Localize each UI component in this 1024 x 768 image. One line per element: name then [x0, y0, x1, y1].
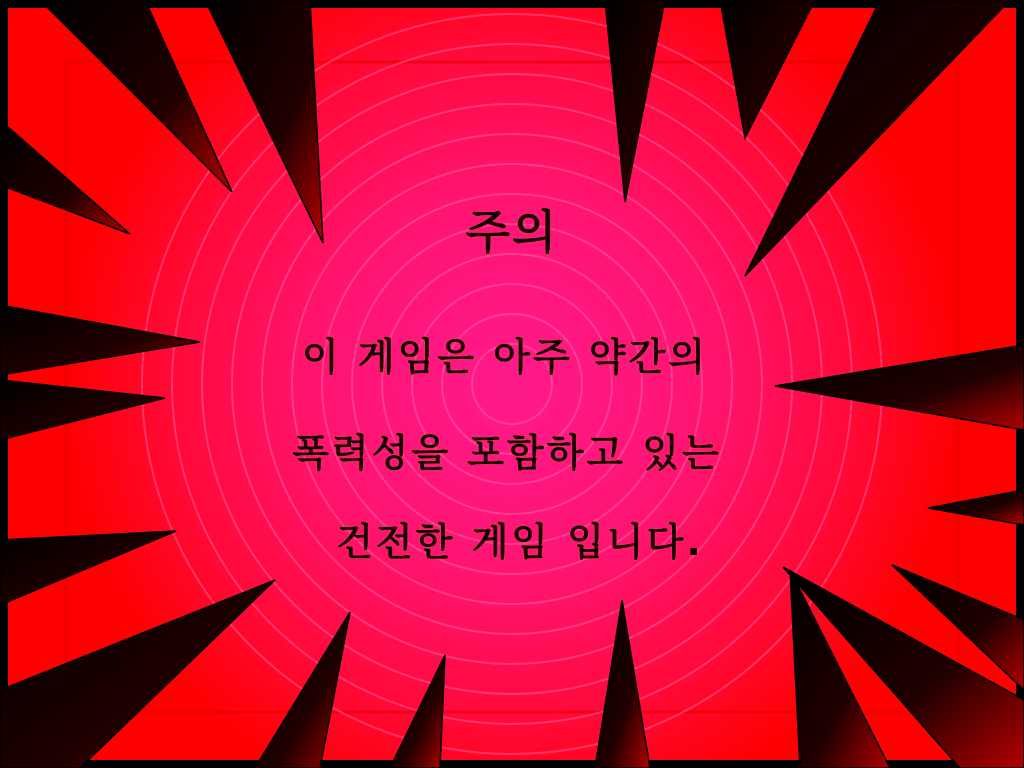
warning-line-3: 건전한 게임 입니다. [336, 520, 704, 564]
warning-title: 주의 [465, 205, 559, 259]
warning-line-2: 폭력성을 포함하고 있는 [292, 431, 722, 475]
warning-line-1: 이 게임은 아주 약간의 [301, 335, 709, 379]
